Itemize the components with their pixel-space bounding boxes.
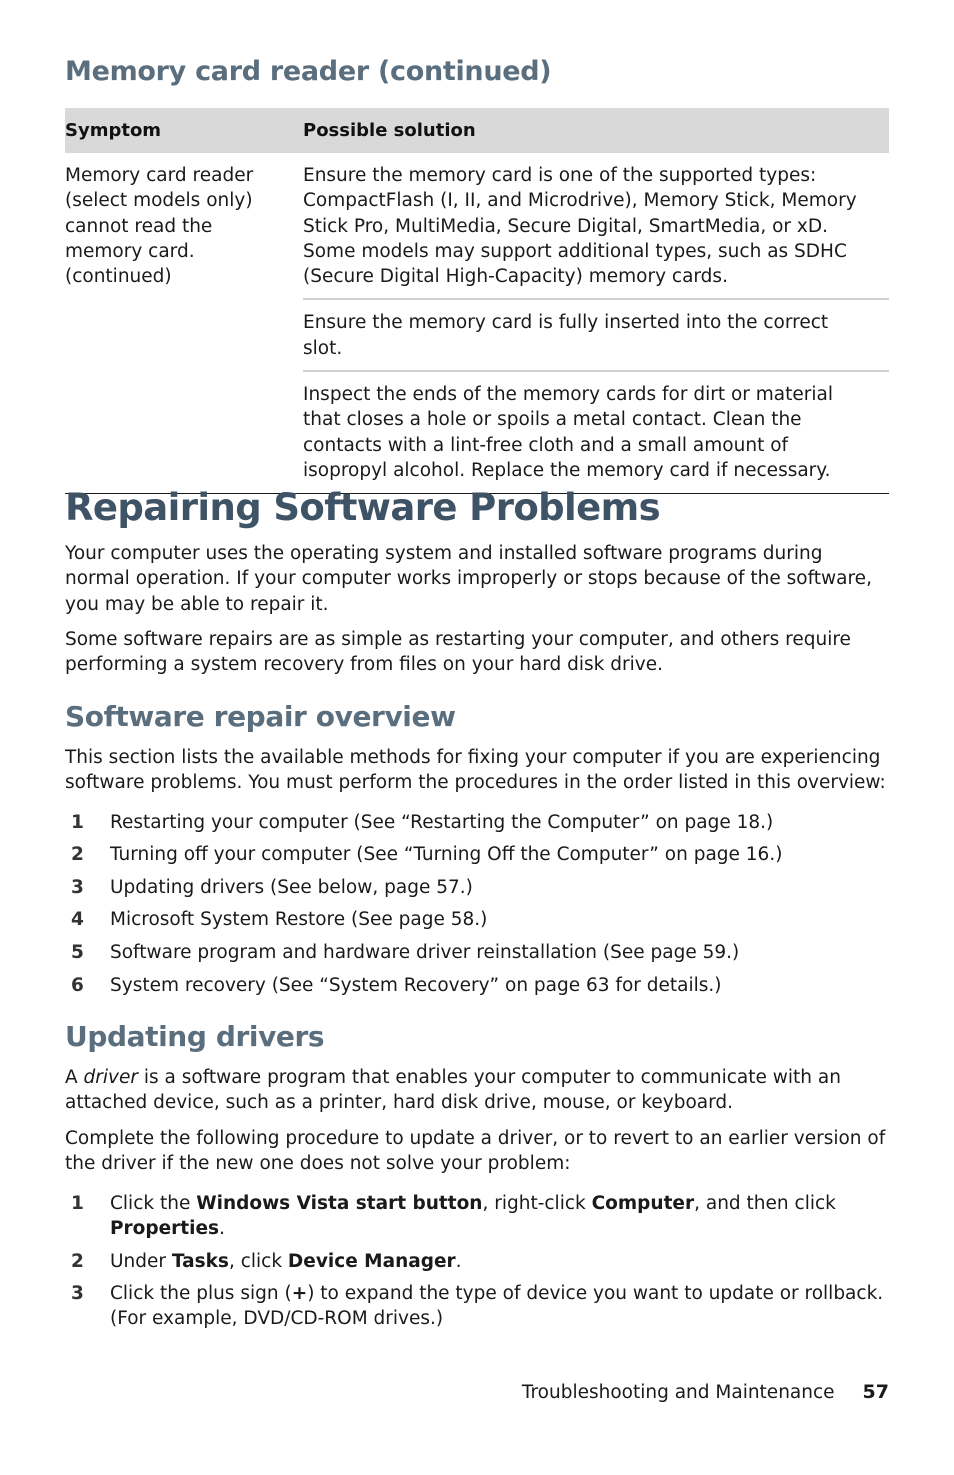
drivers-procedure-intro: Complete the following procedure to update a driver, or to revert to an earlier version of the driver if the new one does not solve your problem: — [65, 1128, 886, 1175]
driver-term: driver — [83, 1067, 138, 1088]
step-text: Updating drivers (See below, page 57.) — [110, 877, 473, 898]
list-item — [65, 842, 889, 867]
intro-paragraph: Some software repairs are as simple as restarting your computer, and others require performing a system recovery from files on your hard disk drive. — [65, 629, 851, 676]
text-run: , and then click — [694, 1193, 836, 1214]
solution-item: Inspect the ends of the memory cards for dirt or material that closes a hole or spoils a metal contact. Clean the contacts with a lint-free cloth and a small amount of isopropyl alcohol. Replace the memory card if necessary. — [303, 384, 834, 481]
step-text — [110, 1249, 889, 1274]
text-run: , click — [228, 1251, 288, 1272]
list-item — [65, 875, 889, 900]
step-text: Microsoft System Restore (See page 58.) — [110, 909, 488, 930]
list-item — [65, 940, 889, 965]
footer-section-title: Troubleshooting and Maintenance — [521, 1382, 835, 1403]
ui-term: Device Manager — [287, 1251, 456, 1272]
step-number: 4 — [71, 909, 84, 930]
column-header-symptom: Symptom — [65, 108, 303, 153]
step-number: 3 — [71, 877, 84, 898]
list-item — [65, 1281, 889, 1332]
page-title: Repairing Software Problems — [65, 486, 661, 529]
solution-item: Ensure the memory card is fully inserted into the correct slot. — [303, 300, 889, 372]
list-item — [65, 1249, 889, 1274]
step-text: Restarting your computer (See “Restarting the Computer” on page 18.) — [110, 812, 774, 833]
plus-sign: + — [291, 1283, 308, 1304]
text-run: Click the plus sign ( — [110, 1283, 292, 1304]
text-run: Click the — [110, 1193, 197, 1214]
step-text: Turning off your computer (See “Turning Off the Computer” on page 16.) — [110, 844, 783, 865]
step-text: System recovery (See “System Recovery” on page 63 for details.) — [110, 975, 722, 996]
overview-heading: Software repair overview — [65, 700, 456, 733]
ui-term: Properties — [110, 1218, 220, 1240]
step-number: 1 — [71, 812, 84, 833]
drivers-heading: Updating drivers — [65, 1020, 325, 1053]
table-header-row — [65, 108, 889, 153]
text-run: . — [219, 1218, 225, 1240]
page-number: 57 — [862, 1381, 889, 1403]
text-run: . — [455, 1251, 462, 1272]
step-number: 2 — [71, 1251, 84, 1272]
step-number: 2 — [71, 844, 84, 865]
list-item — [65, 810, 889, 835]
solution-item: Ensure the memory card is one of the supported types: CompactFlash (I, II, and Microdrive), Memory Stick, Memory Stick Pro, MultiMedia, Secure Digital, SmartMedia, or xD. Some models may support additional types, such as SDHC (Secure Digital High-Capacity) memory cards. — [303, 153, 889, 300]
drivers-paragraph — [65, 1065, 889, 1116]
intro-paragraph: Your computer uses the operating system and installed software programs during normal operation. If your computer works improperly or stops because of the software, you may be able to repair it. — [65, 543, 872, 615]
symptom-cell: Memory card reader (select models only) cannot read the memory card. (continued) — [65, 153, 303, 494]
step-number: 1 — [71, 1193, 84, 1214]
text-run: is a software program that enables your computer to communicate with an attached device, such as a printer, hard disk drive, mouse, or keyboard. — [65, 1067, 841, 1114]
step-text — [110, 1191, 889, 1242]
ui-term: Windows Vista start button — [196, 1193, 483, 1214]
column-header-solution: Possible solution — [303, 108, 889, 153]
ui-term: Tasks — [171, 1251, 229, 1272]
section-heading-continued: Memory card reader (continued) — [65, 56, 552, 87]
troubleshooting-table — [65, 108, 889, 494]
step-text: Software program and hardware driver reinstallation (See page 59.) — [110, 942, 740, 963]
text-run: Under — [110, 1251, 172, 1272]
solutions-cell — [303, 153, 889, 494]
table-row — [65, 153, 889, 494]
overview-paragraph: This section lists the available methods for fixing your computer if you are experiencing software problems. You must perform the procedures in the order listed in this overview: — [65, 747, 886, 794]
list-item — [65, 907, 889, 932]
ui-term: Computer — [591, 1193, 695, 1214]
step-text — [110, 1281, 889, 1332]
text-run: , right-click — [482, 1193, 592, 1214]
list-item — [65, 1191, 889, 1242]
text-run: ) to expand the type of device you want to update or rollback. (For example, DVD/CD-ROM drives.) — [110, 1283, 884, 1330]
page-footer — [65, 1381, 889, 1403]
text-run: A — [65, 1067, 84, 1088]
step-number: 5 — [71, 942, 84, 963]
step-number: 6 — [71, 975, 84, 996]
list-item — [65, 973, 889, 998]
step-number: 3 — [71, 1283, 84, 1304]
